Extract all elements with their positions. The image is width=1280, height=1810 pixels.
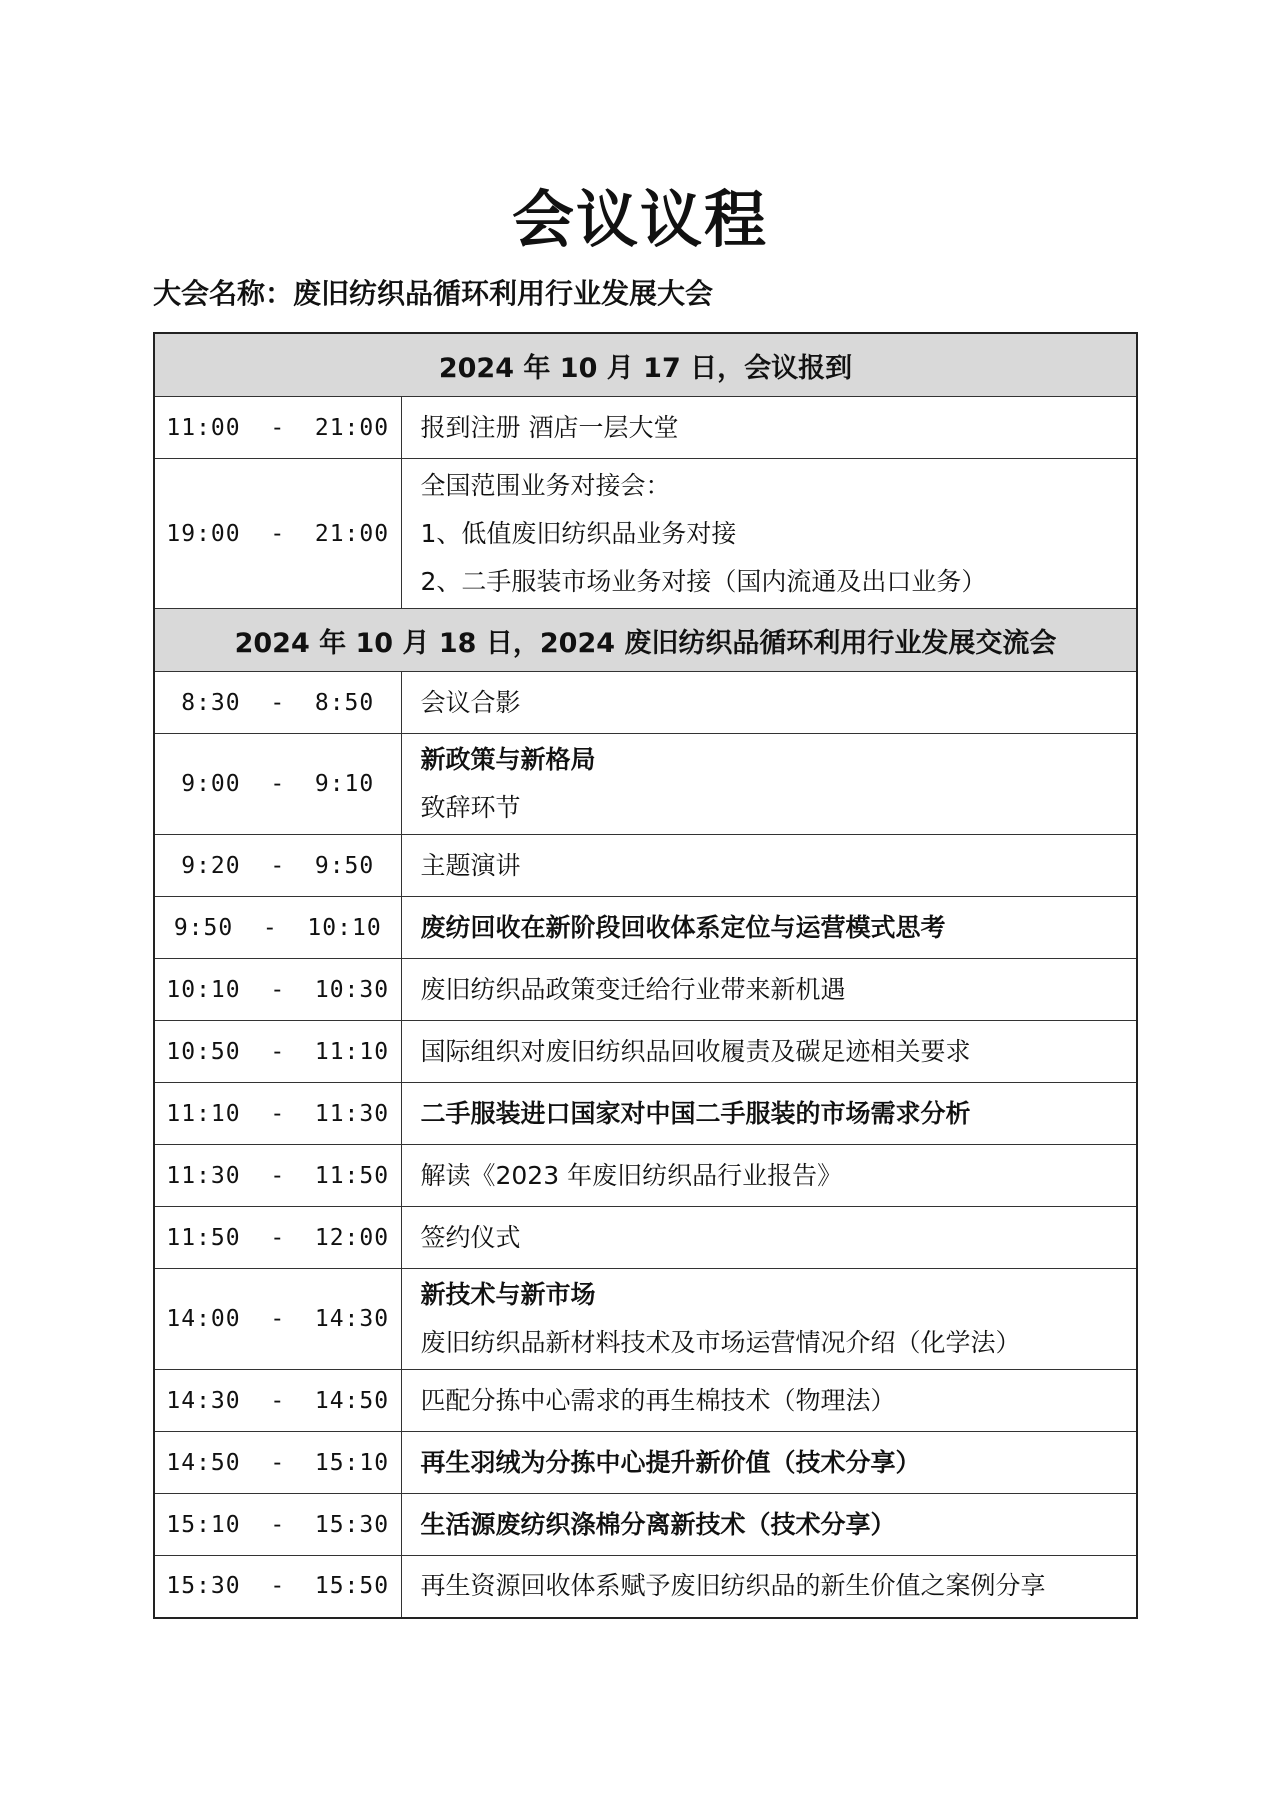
agenda-table [153,332,1138,1619]
agenda-content [401,835,1137,897]
agenda-section-title: 新技术与新市场 [420,1280,596,1309]
agenda-item-text: 会议合影 [420,687,521,717]
agenda-section-title: 生活源废纺织涤棉分离新技术（技术分享） [420,1509,896,1539]
page-title: 会议议程 [511,183,768,256]
agenda-content [401,1432,1137,1494]
agenda-time: 19:00 - 21:00 [154,459,401,609]
day-header-label: 2024 年 10 月 18 日，2024 废旧纺织品循环利用行业发展交流会 [154,609,1137,672]
agenda-row [154,459,1137,609]
agenda-time: 14:00 - 14:30 [154,1269,401,1370]
conference-name: 大会名称：废旧纺织品循环利用行业发展大会 [153,277,714,310]
agenda-content [401,1207,1137,1269]
agenda-time: 8:30 - 8:50 [154,672,401,734]
agenda-item-text: 国际组织对废旧纺织品回收履责及碳足迹相关要求 [420,1036,971,1066]
agenda-item-text: 废旧纺织品新材料技术及市场运营情况介绍（化学法） [420,1328,1021,1357]
agenda-row [154,1432,1137,1494]
day-header [154,609,1137,672]
agenda-item-text: 致辞环节 [420,793,521,822]
agenda-content [401,1269,1137,1370]
agenda-item-text: 签约仪式 [420,1222,521,1252]
agenda-row [154,397,1137,459]
agenda-content [401,1021,1137,1083]
agenda-row [154,1021,1137,1083]
agenda-time: 14:50 - 15:10 [154,1432,401,1494]
agenda-row [154,672,1137,734]
agenda-content [401,1494,1137,1556]
day-header [154,333,1137,397]
agenda-time: 14:30 - 14:50 [154,1370,401,1432]
agenda-item-text: 再生资源回收体系赋予废旧纺织品的新生价值之案例分享 [420,1571,1046,1601]
agenda-section-title: 废纺回收在新阶段回收体系定位与运营模式思考 [420,912,946,942]
agenda-item-text: 废旧纺织品政策变迁给行业带来新机遇 [420,974,846,1004]
agenda-row [154,734,1137,835]
agenda-time: 9:20 - 9:50 [154,835,401,897]
agenda-time: 15:10 - 15:30 [154,1494,401,1556]
agenda-time: 11:10 - 11:30 [154,1083,401,1145]
agenda-content [401,1145,1137,1207]
agenda-row [154,1083,1137,1145]
agenda-item-text: 解读《2023 年废旧纺织品行业报告》 [420,1160,843,1190]
agenda-time: 11:30 - 11:50 [154,1145,401,1207]
agenda-content [401,897,1137,959]
agenda-item-text: 2、二手服装市场业务对接（国内流通及出口业务） [420,566,987,596]
agenda-item-text: 全国范围业务对接会： [420,470,671,500]
agenda-item-text: 匹配分拣中心需求的再生棉技术（物理法） [420,1385,896,1415]
agenda-row [154,959,1137,1021]
agenda-row [154,1494,1137,1556]
agenda-time: 10:10 - 10:30 [154,959,401,1021]
agenda-time: 9:00 - 9:10 [154,734,401,835]
agenda-content [401,459,1137,609]
agenda-row [154,1556,1137,1618]
agenda-row [154,1370,1137,1432]
agenda-time: 11:50 - 12:00 [154,1207,401,1269]
agenda-row [154,1269,1137,1370]
agenda-item-text: 1、低值废旧纺织品业务对接 [420,518,737,548]
agenda-row [154,1207,1137,1269]
agenda-row [154,835,1137,897]
agenda-section-title: 再生羽绒为分拣中心提升新价值（技术分享） [420,1447,921,1477]
agenda-section-title: 新政策与新格局 [420,745,596,774]
agenda-content [401,959,1137,1021]
agenda-row [154,897,1137,959]
agenda-item-text: 报到注册 酒店一层大堂 [420,412,679,442]
agenda-content [401,1083,1137,1145]
agenda-row [154,1145,1137,1207]
agenda-time: 11:00 - 21:00 [154,397,401,459]
agenda-content [401,734,1137,835]
agenda-content [401,1556,1137,1618]
agenda-time: 9:50 - 10:10 [154,897,401,959]
agenda-item-text: 主题演讲 [420,850,521,880]
agenda-section-title: 二手服装进口国家对中国二手服装的市场需求分析 [420,1098,971,1128]
agenda-content [401,397,1137,459]
day-header-label: 2024 年 10 月 17 日，会议报到 [154,333,1137,397]
agenda-time: 10:50 - 11:10 [154,1021,401,1083]
agenda-content [401,672,1137,734]
agenda-content [401,1370,1137,1432]
agenda-time: 15:30 - 15:50 [154,1556,401,1618]
